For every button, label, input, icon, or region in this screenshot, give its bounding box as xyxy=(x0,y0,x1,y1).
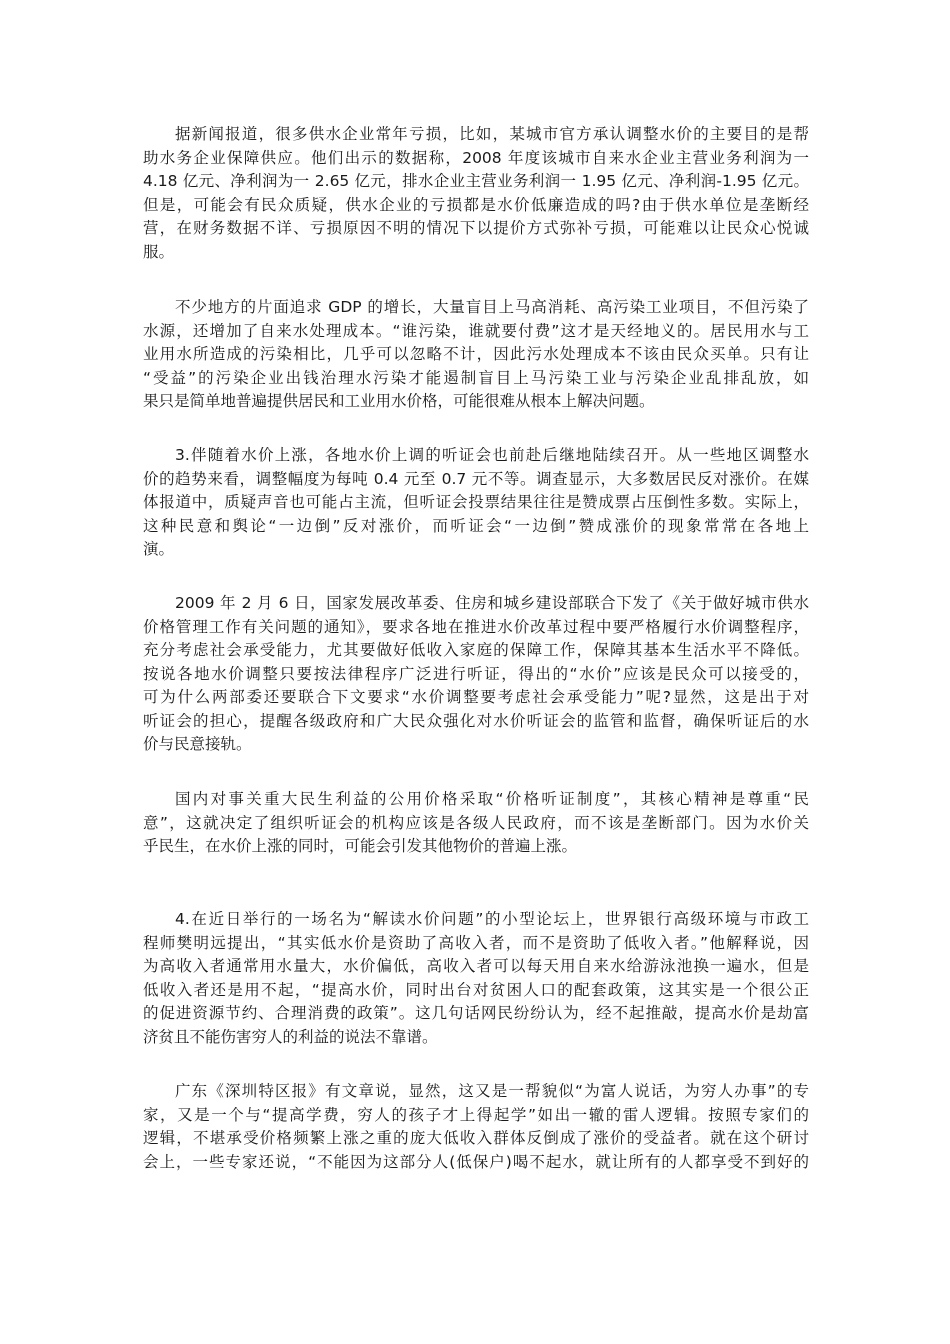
paragraph-line: 这种民意和舆论“一边倒”反对涨价，而听证会“一边倒”赞成涨价的现象常常在各地上 xyxy=(143,516,809,535)
paragraph-line: 家，又是一个与“提高学费，穷人的孩子才上得起学”如出一辙的雷人逻辑。按照专家们的 xyxy=(143,1105,809,1124)
paragraph-line: 价的趋势来看，调整幅度为每吨 0.4 元至 0.7 元不等。调查显示，大多数居民反对涨价。在媒 xyxy=(143,469,809,488)
paragraph-line: 程师樊明远提出，“其实低水价是资助了高收入者，而不是资助了低收入者。”他解释说，因 xyxy=(143,933,809,952)
paragraph-line: 2009 年 2 月 6 日，国家发展改革委、住房和城乡建设部联合下发了《关于做好城市供水 xyxy=(175,594,809,612)
paragraph-line: 价格管理工作有关问题的通知》，要求各地在推进水价改革过程中要严格履行水价调整程序， xyxy=(143,617,809,636)
paragraph-line: 演。 xyxy=(143,540,175,558)
paragraph-3 xyxy=(143,444,809,562)
paragraph-line: “受益”的污染企业出钱治理水污染才能遏制盲目上马污染工业与污染企业乱排乱放，如 xyxy=(143,368,809,387)
paragraph-line: 果只是简单地普遍提供居民和工业用水价格，可能很难从根本上解决问题。 xyxy=(143,392,655,410)
paragraph-line: 可为什么两部委还要联合下文要求“水价调整要考虑社会承受能力”呢?显然，这是出于对 xyxy=(143,688,809,706)
paragraph-line: 4.18 亿元、净利润为一 2.65 亿元，排水企业主营业务利润一 1.95 亿元、净利润-1.95 亿元。 xyxy=(143,172,809,190)
paragraph-line: 充分考虑社会承受能力，尤其要做好低收入家庭的保障工作，保障其基本生活水平不降低。 xyxy=(143,641,809,659)
paragraph-line: 逻辑，不堪承受价格频繁上涨之重的庞大低收入群体反倒成了涨价的受益者。就在这个研讨 xyxy=(143,1129,809,1147)
paragraph-line: 据新闻报道，很多供水企业常年亏损，比如，某城市官方承认调整水价的主要目的是帮 xyxy=(175,125,809,143)
paragraph-line: 乎民生，在水价上涨的同时，可能会引发其他物价的普遍上涨。 xyxy=(143,837,578,855)
paragraph-line: 水源，还增加了自来水处理成本。“谁污染，谁就要付费”这才是天经地义的。居民用水与工 xyxy=(143,321,809,340)
paragraph-line: 听证会的担心，提醒各级政府和广大民众强化对水价听证会的监管和监督，确保听证后的水 xyxy=(143,711,809,730)
paragraph-line: 按说各地水价调整只要按法律程序广泛进行听证，得出的“水价”应该是民众可以接受的， xyxy=(143,664,809,683)
paragraph-line: 会上，一些专家还说，“不能因为这部分人(低保户)喝不起水，就让所有的人都享受不到好的 xyxy=(143,1152,809,1171)
paragraph-line: 营，在财务数据不详、亏损原因不明的情况下以提价方式弥补亏损，可能难以让民众心悦诚 xyxy=(143,219,809,237)
paragraph-line: 体报道中，质疑声音也可能占主流，但听证会投票结果往往是赞成票占压倒性多数。实际上， xyxy=(143,493,809,511)
paragraph-line: 价与民意接轨。 xyxy=(143,735,252,753)
paragraph-4 xyxy=(143,592,809,757)
paragraph-line: 广东《深圳特区报》有文章说，显然，这又是一帮貌似“为富人说话，为穷人办事”的专 xyxy=(175,1082,809,1100)
paragraph-line: 3.伴随着水价上涨，各地水价上调的听证会也前赴后继地陆续召开。从一些地区调整水 xyxy=(175,446,809,464)
paragraph-1 xyxy=(143,123,809,264)
paragraph-line: 低收入者还是用不起，“提高水价，同时出台对贫困人口的配套政策，这其实是一个很公正 xyxy=(143,980,809,999)
paragraph-line: 4.在近日举行的一场名为“解读水价问题”的小型论坛上，世界银行高级环境与市政工 xyxy=(175,910,809,928)
paragraph-line: 为高收入者通常用水量大，水价偏低，高收入者可以每天用自来水给游泳池换一遍水，但是 xyxy=(143,957,809,975)
paragraph-line: 国内对事关重大民生利益的公用价格采取“价格听证制度”，其核心精神是尊重“民 xyxy=(175,790,809,808)
paragraph-line: 助水务企业保障供应。他们出示的数据称，2008 年度该城市自来水企业主营业务利润为一 xyxy=(143,148,809,167)
paragraph-line: 意”，这就决定了组织听证会的机构应该是各级人民政府，而不该是垄断部门。因为水价关 xyxy=(143,813,809,832)
paragraph-6 xyxy=(143,908,809,1049)
paragraph-7 xyxy=(143,1080,809,1174)
paragraph-line: 的促进资源节约、合理消费的政策”。这几句话网民纷纷认为，经不起推敲，提高水价是劫富 xyxy=(143,1004,809,1022)
paragraph-5 xyxy=(143,788,809,859)
paragraph-line: 服。 xyxy=(143,242,175,261)
paragraph-line: 业用水所造成的污染相比，几乎可以忽略不计，因此污水处理成本不该由民众买单。只有让 xyxy=(143,345,809,363)
paragraph-line: 济贫且不能伤害穷人的利益的说法不靠谱。 xyxy=(143,1027,438,1046)
paragraph-line: 不少地方的片面追求 GDP 的增长，大量盲目上马高消耗、高污染工业项目，不但污染了 xyxy=(175,298,809,316)
paragraph-2 xyxy=(143,296,809,414)
paragraph-line: 但是，可能会有民众质疑，供水企业的亏损都是水价低廉造成的吗?由于供水单位是垄断经 xyxy=(143,195,809,214)
